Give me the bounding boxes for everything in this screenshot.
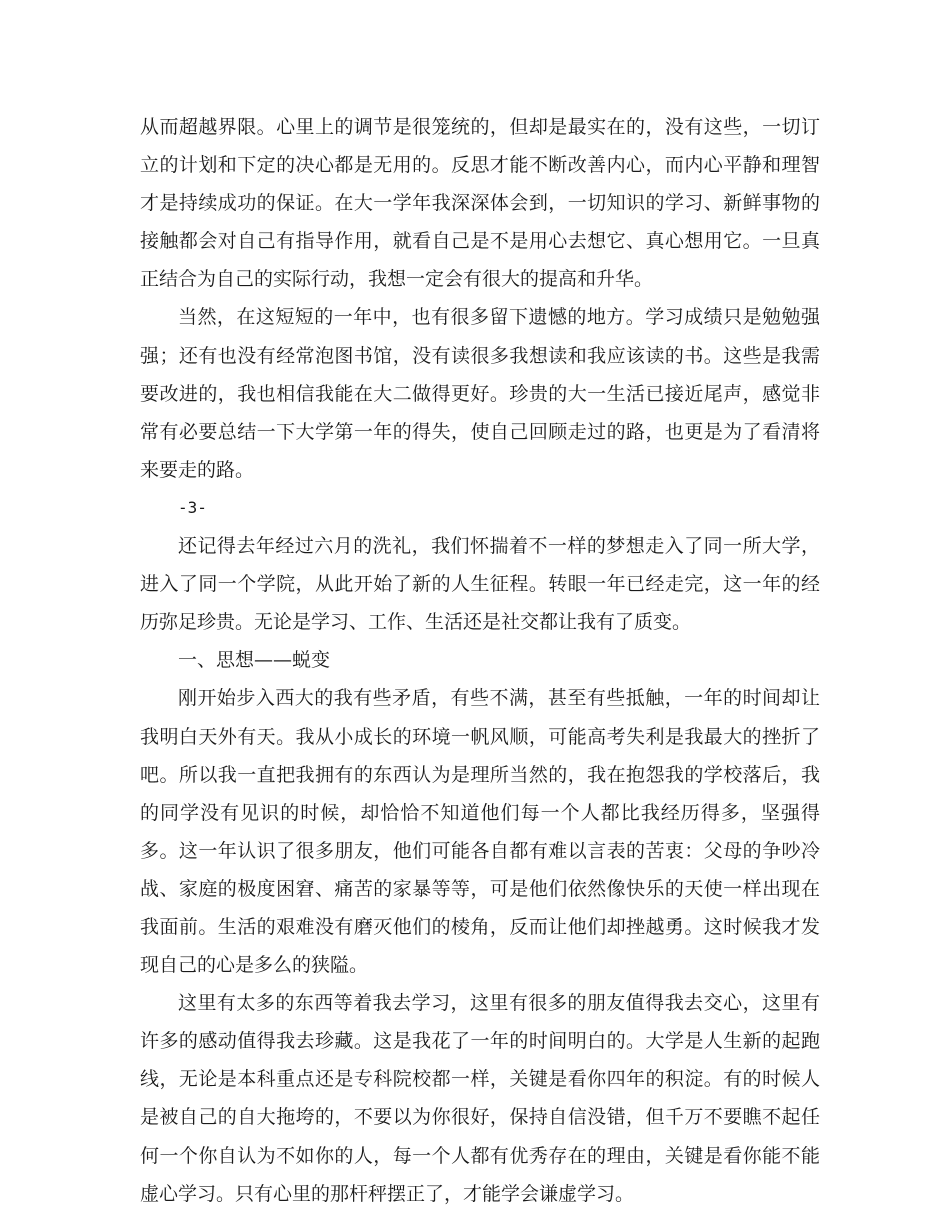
paragraph-learning: 这里有太多的东西等着我去学习，这里有很多的朋友值得我去交心，这里有许多的感动值得我去珍藏。这是我花了一年的时间明白的。大学是人生新的起跑线，无论是本科重点还是专科院校都一样，关键是看你四年的积淀。有的时候人是被自己的自大拖垮的，不要以为你很好，保持自信没错，但千万不要瞧不起任何一个你自认为不如你的人，每一个人都有优秀存在的理由，关键是看你能不能虚心学习。只有心里的那杆秤摆正了，才能学会谦虚学习。	[140, 992, 820, 1205]
page-marker: -3-	[178, 497, 207, 517]
paragraph-continuation: 从而超越界限。心里上的调节是很笼统的，但却是最实在的，没有这些，一切订立的计划和下定的决心都是无用的。反思才能不断改善内心，而内心平静和理智才是持续成功的保证。在大一学年我深深体会到，一切知识的学习、新鲜事物的接触都会对自己有指导作用，就看自己是不是用心去想它、真心想用它。一旦真正结合为自己的实际行动，我想一定会有很大的提高和升华。	[140, 116, 820, 291]
paragraph-thought: 刚开始步入西大的我有些矛盾，有些不满，甚至有些抵触，一年的时间却让我明白天外有天。我从小成长的环境一帆风顺，可能高考失利是我最大的挫折了吧。所以我一直把我拥有的东西认为是理所当然的，我在抱怨我的学校落后，我的同学没有见识的时候，却恰恰不知道他们每一个人都比我经历得多，坚强得多。这一年认识了很多朋友，他们可能各自都有难以言表的苦衷：父母的争吵冷战、家庭的极度困窘、痛苦的家暴等等，可是他们依然像快乐的天使一样出现在我面前。生活的艰难没有磨灭他们的棱角，反而让他们却挫越勇。这时候我才发现自己的心是多么的狭隘。	[140, 687, 820, 977]
document-body	[140, 108, 820, 1213]
paragraph-regrets: 当然，在这短短的一年中，也有很多留下遗憾的地方。学习成绩只是勉勉强强；还有也没有经常泡图书馆，没有读很多我想读和我应该读的书。这些是我需要改进的，我也相信我能在大二做得更好。珍贵的大一生活已接近尾声，感觉非常有必要总结一下大学第一年的得失，使自己回顾走过的路，也更是为了看清将来要走的路。	[140, 306, 820, 481]
section-heading-thought: 一、思想——蜕变	[178, 649, 331, 672]
paragraph-intro: 还记得去年经过六月的洗礼，我们怀揣着不一样的梦想走入了同一所大学，进入了同一个学院，从此开始了新的人生征程。转眼一年已经走完，这一年的经历弥足珍贵。无论是学习、工作、生活还是社交都让我有了质变。	[140, 535, 820, 634]
